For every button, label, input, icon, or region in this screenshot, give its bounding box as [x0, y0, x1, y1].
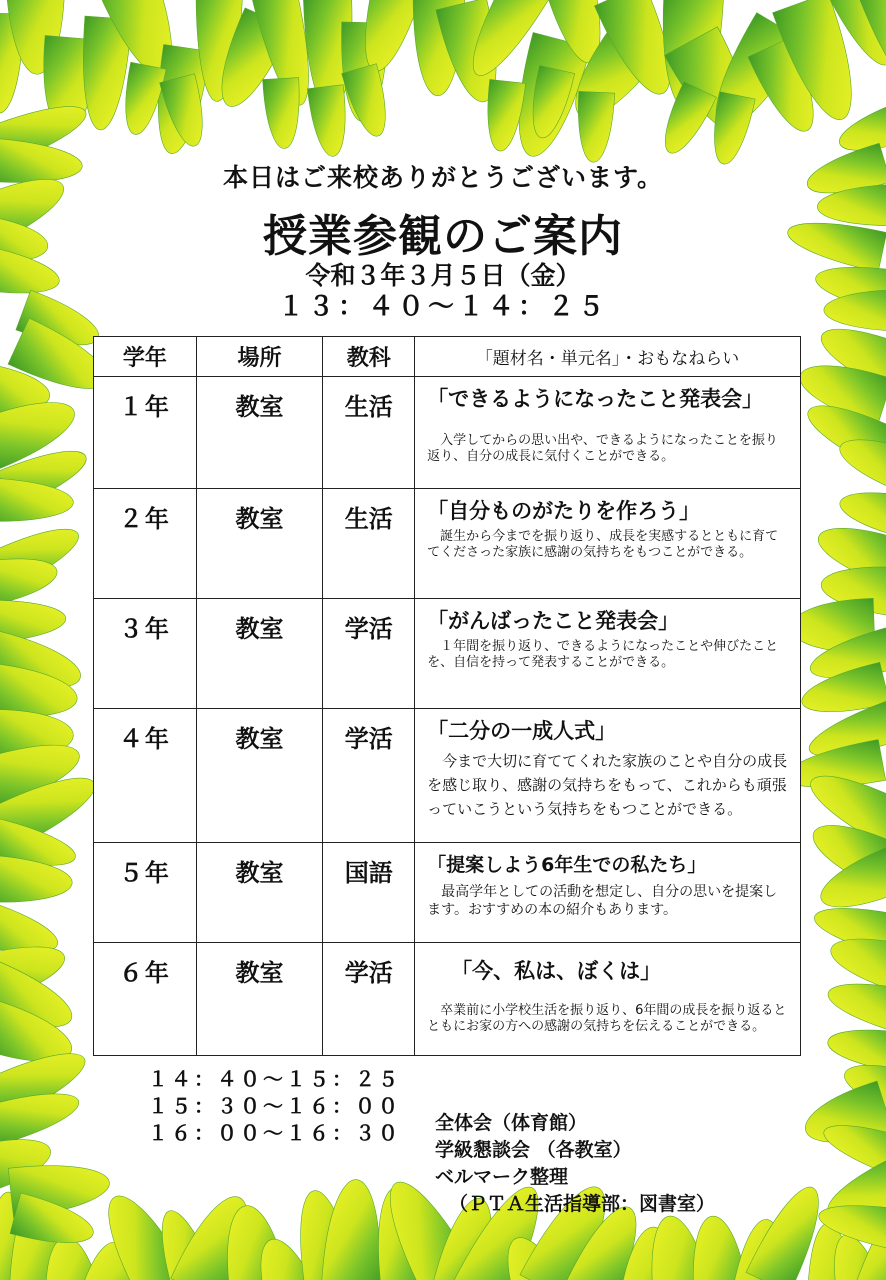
table-row — [94, 489, 801, 599]
event-date: 令和３年３月５日（金） — [305, 261, 581, 290]
row-content — [415, 489, 801, 599]
row-subject: 生活 — [323, 377, 415, 489]
greeting-text: 本日はご来校ありがとうございます。 — [222, 163, 663, 192]
header-subject: 教科 — [323, 337, 415, 377]
event-item: ベルマーク整理 — [435, 1166, 569, 1188]
row-subject: 国語 — [323, 843, 415, 943]
table-row — [94, 943, 801, 1056]
row-place: 教室 — [196, 709, 323, 843]
row-grade: ５年 — [94, 843, 197, 943]
header-content: 「題材名・単元名」・おもなねらい — [415, 337, 801, 377]
schedule-table — [93, 336, 801, 1056]
afternoon-times — [148, 1066, 401, 1147]
row-content — [415, 843, 801, 943]
table-row — [94, 599, 801, 709]
row-content — [415, 943, 801, 1056]
row-place: 教室 — [196, 599, 323, 709]
event-time: １３：４０～１４：２５ — [277, 292, 608, 322]
table-header-row — [94, 337, 801, 377]
row-aim: 最高学年としての活動を想定し、自分の思いを提案します。おすすめの本の紹介もあります。 — [427, 884, 778, 918]
row-aim: 入学してからの思い出や、できるようになったことを振り返り、自分の成長に気付くことができる。 — [427, 433, 778, 464]
row-subject: 学活 — [323, 709, 415, 843]
table-row — [94, 843, 801, 943]
row-grade: ６年 — [94, 943, 197, 1056]
row-subject: 生活 — [323, 489, 415, 599]
row-aim: 卒業前に小学校生活を振り返り、6年間の成長を振り返るとともにお家の方への感謝の気持ちを伝えることができる。 — [427, 1003, 787, 1034]
row-place: 教室 — [196, 377, 323, 489]
row-grade: １年 — [94, 377, 197, 489]
row-place: 教室 — [196, 489, 323, 599]
table-row — [94, 709, 801, 843]
event-item: 全体会（体育館） — [435, 1112, 588, 1134]
row-theme: 「自分ものがたりを作ろう」 — [427, 499, 701, 523]
row-content — [415, 709, 801, 843]
row-place: 教室 — [196, 943, 323, 1056]
table-row — [94, 377, 801, 489]
row-theme: 「今、私は、ぼくは」 — [451, 959, 662, 983]
afternoon-events — [435, 1110, 715, 1218]
row-grade: ４年 — [94, 709, 197, 843]
row-subject: 学活 — [323, 599, 415, 709]
row-aim: １年間を振り返り、できるようになったことや伸びたことを、自信を持って発表することができる。 — [427, 639, 779, 670]
row-aim: 今まで大切に育ててくれた家族のことや自分の成長を感じ取り、感謝の気持ちをもって、これからも頑張っていこうという気持ちをもつことができる。 — [427, 752, 788, 818]
row-content — [415, 599, 801, 709]
event-item: （ＰＴＡ生活指導部：図書室） — [449, 1193, 716, 1215]
row-content — [415, 377, 801, 489]
time-slot: １４：４０～１５：２５ — [148, 1067, 401, 1091]
row-place: 教室 — [196, 843, 323, 943]
header-place: 場所 — [196, 337, 323, 377]
page-title: 授業参観のご案内 — [263, 211, 623, 262]
time-slot: １６：００～１６：３０ — [148, 1121, 401, 1145]
row-theme: 「二分の一成人式」 — [427, 719, 617, 743]
row-subject: 学活 — [323, 943, 415, 1056]
row-grade: ２年 — [94, 489, 197, 599]
row-theme: 「提案しよう6年生での私たち」 — [427, 854, 707, 876]
time-slot: １５：３０～１６：００ — [148, 1094, 401, 1118]
row-theme: 「できるようになったこと発表会」 — [427, 387, 764, 411]
row-grade: ３年 — [94, 599, 197, 709]
row-theme: 「がんばったこと発表会」 — [427, 609, 680, 633]
event-item: 学級懇談会 （各教室） — [435, 1139, 632, 1161]
row-aim: 誕生から今までを振り返り、成長を実感するとともに育ててくださった家族に感謝の気持ちをもつことができる。 — [427, 529, 779, 560]
header-grade: 学年 — [94, 337, 197, 377]
